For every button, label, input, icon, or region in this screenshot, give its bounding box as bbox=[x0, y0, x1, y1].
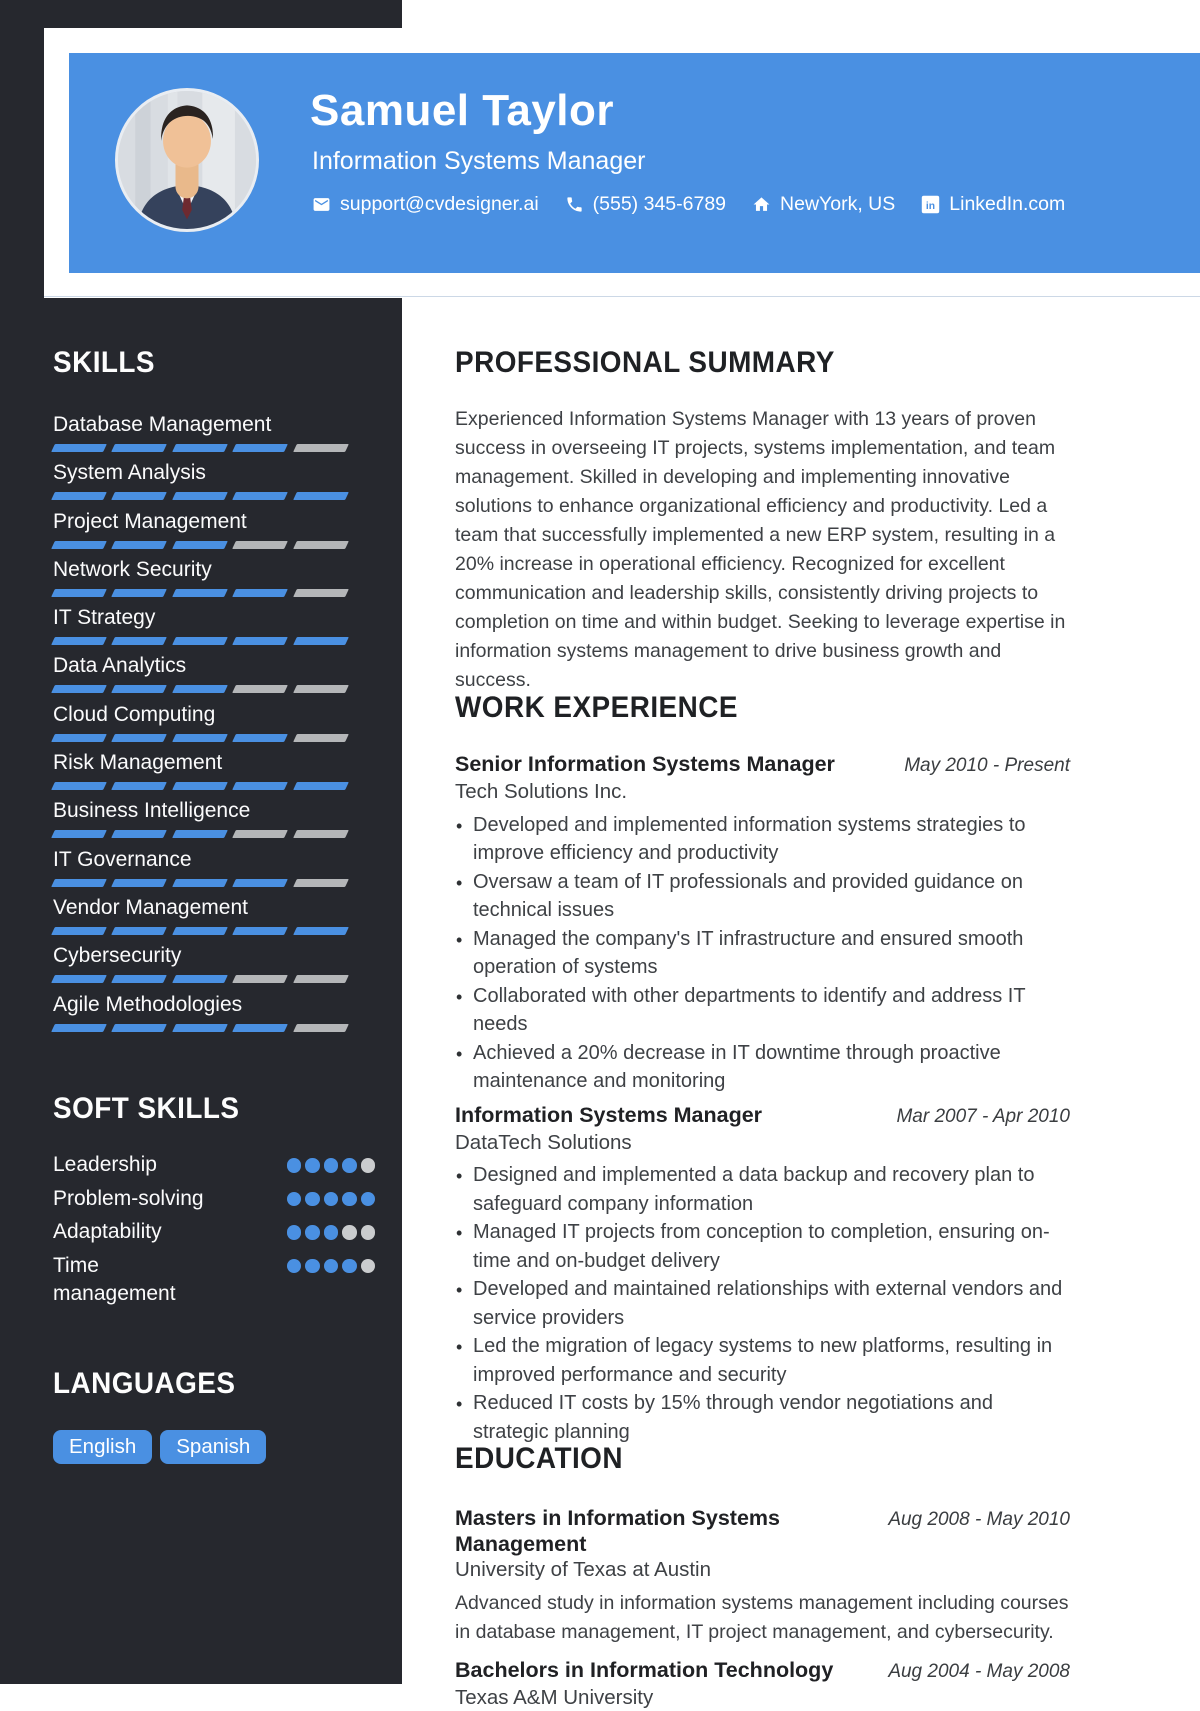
skill-name: Business Intelligence bbox=[53, 799, 251, 823]
skill-bar-segment bbox=[232, 1024, 288, 1032]
skill-level-bar bbox=[53, 541, 347, 549]
job-title: Information Systems Manager bbox=[455, 1102, 763, 1127]
soft-skill-dot bbox=[324, 1225, 339, 1240]
skill-name: Network Security bbox=[53, 557, 212, 581]
job-company: Tech Solutions Inc. bbox=[455, 780, 628, 803]
skill-bar-segment bbox=[293, 444, 349, 452]
soft-skill-dot bbox=[287, 1158, 302, 1173]
skill-name: Risk Management bbox=[53, 751, 223, 775]
work-experience-heading: WORK EXPERIENCE bbox=[455, 691, 738, 724]
soft-skill-dot bbox=[324, 1259, 339, 1274]
person-name: Samuel Taylor bbox=[310, 86, 615, 135]
skill-bar-segment bbox=[112, 637, 168, 645]
summary-heading: PROFESSIONAL SUMMARY bbox=[455, 346, 835, 379]
education-entry bbox=[455, 1505, 1070, 1647]
profile-photo bbox=[115, 88, 259, 232]
job-header-row bbox=[455, 1102, 1070, 1130]
skill-item bbox=[53, 461, 347, 509]
bullet-item: • Reduced IT costs by 15% through vendor negotiations and strategic planning bbox=[455, 1389, 1070, 1446]
job-entry bbox=[455, 1102, 1070, 1447]
skill-level-bar bbox=[53, 685, 347, 693]
skill-level-bar bbox=[53, 734, 347, 742]
skill-bar-segment bbox=[172, 541, 228, 549]
skill-bar-segment bbox=[232, 444, 288, 452]
skill-name: Agile Methodologies bbox=[53, 992, 243, 1016]
person-title: Information Systems Manager bbox=[312, 147, 646, 175]
linkedin-icon bbox=[921, 195, 940, 214]
skill-bar-segment bbox=[112, 541, 168, 549]
soft-skill-level-dots bbox=[287, 1259, 376, 1274]
skill-bar-segment bbox=[293, 927, 349, 935]
soft-skill-dot bbox=[361, 1225, 376, 1240]
skill-bar-segment bbox=[112, 830, 168, 838]
skill-item bbox=[53, 896, 347, 944]
education-school: Texas A&M University bbox=[455, 1686, 654, 1709]
skill-item bbox=[53, 510, 347, 558]
skill-name: Cloud Computing bbox=[53, 702, 216, 726]
contact-item[interactable] bbox=[565, 192, 726, 216]
skill-name: Data Analytics bbox=[53, 654, 187, 678]
education-degree: Masters in Information Systems Management bbox=[455, 1506, 780, 1556]
skill-bar-segment bbox=[293, 975, 349, 983]
soft-skill-level-dots bbox=[287, 1192, 376, 1207]
skill-bar-segment bbox=[293, 734, 349, 742]
resume-page bbox=[44, 28, 1200, 1709]
skill-bar-segment bbox=[232, 975, 288, 983]
skill-bar-segment bbox=[293, 782, 349, 790]
soft-skill-dot bbox=[305, 1259, 320, 1274]
skill-bar-segment bbox=[51, 975, 107, 983]
resume-header bbox=[69, 53, 1200, 273]
bullet-item: • Developed and implemented information systems strategies to improve efficiency and productivity bbox=[455, 811, 1070, 868]
education-dates: Aug 2004 - May 2008 bbox=[888, 1661, 1070, 1682]
skill-name: Cybersecurity bbox=[53, 944, 182, 968]
job-entry bbox=[455, 751, 1070, 1096]
skill-bar-segment bbox=[172, 879, 228, 887]
skill-bar-segment bbox=[51, 685, 107, 693]
soft-skill-level-dots bbox=[287, 1158, 376, 1173]
education-header-row bbox=[455, 1505, 1070, 1557]
skill-item bbox=[53, 944, 347, 992]
skills-list bbox=[53, 413, 347, 1041]
skill-level-bar bbox=[53, 927, 347, 935]
education-entry bbox=[455, 1657, 1070, 1711]
bullet-item: • Led the migration of legacy systems to new platforms, resulting in improved performance and security bbox=[455, 1332, 1070, 1389]
soft-skill-name: Time management bbox=[53, 1253, 176, 1305]
skill-level-bar bbox=[53, 444, 347, 452]
contact-item[interactable] bbox=[312, 192, 539, 216]
soft-skill-name: Problem-solving bbox=[53, 1186, 204, 1210]
skill-bar-segment bbox=[51, 589, 107, 597]
soft-skill-dot bbox=[342, 1158, 357, 1173]
skill-bar-segment bbox=[172, 685, 228, 693]
skill-bar-segment bbox=[112, 685, 168, 693]
contact-text: NewYork, US bbox=[780, 193, 896, 215]
contact-item[interactable] bbox=[921, 192, 1065, 216]
skill-bar-segment bbox=[112, 975, 168, 983]
skill-item bbox=[53, 799, 347, 847]
skill-item bbox=[53, 993, 347, 1041]
soft-skill-item bbox=[53, 1185, 375, 1214]
skill-bar-segment bbox=[232, 685, 288, 693]
skill-level-bar bbox=[53, 879, 347, 887]
bullet-item: • Managed the company's IT infrastructure and ensured smooth operation of systems bbox=[455, 925, 1070, 982]
soft-skill-dot bbox=[287, 1259, 302, 1274]
bullet-item: • Achieved a 20% decrease in IT downtime through proactive maintenance and monitoring bbox=[455, 1039, 1070, 1096]
skill-level-bar bbox=[53, 492, 347, 500]
contact-row bbox=[312, 192, 1065, 216]
soft-skill-dot bbox=[305, 1192, 320, 1207]
skill-level-bar bbox=[53, 637, 347, 645]
bullet-item: • Managed IT projects from conception to completion, ensuring on-time and on-budget delivery bbox=[455, 1218, 1070, 1275]
education-degree: Bachelors in Information Technology bbox=[455, 1658, 834, 1682]
skill-level-bar bbox=[53, 1024, 347, 1032]
skill-bar-segment bbox=[112, 927, 168, 935]
skill-bar-segment bbox=[112, 782, 168, 790]
skill-level-bar bbox=[53, 782, 347, 790]
skill-bar-segment bbox=[51, 830, 107, 838]
skill-bar-segment bbox=[172, 1024, 228, 1032]
skill-bar-segment bbox=[172, 975, 228, 983]
contact-text: support@cvdesigner.ai bbox=[340, 193, 539, 215]
education-header-row bbox=[455, 1657, 1070, 1685]
skill-bar-segment bbox=[51, 879, 107, 887]
skill-bar-segment bbox=[51, 734, 107, 742]
work-experience-list bbox=[455, 751, 1070, 1446]
bullet-item: • Oversaw a team of IT professionals and provided guidance on technical issues bbox=[455, 868, 1070, 925]
skill-bar-segment bbox=[51, 782, 107, 790]
skill-item bbox=[53, 558, 347, 606]
skill-bar-segment bbox=[293, 492, 349, 500]
svg-text:in: in bbox=[926, 200, 936, 212]
languages-list bbox=[53, 1430, 266, 1464]
skill-bar-segment bbox=[172, 637, 228, 645]
skill-bar-segment bbox=[51, 541, 107, 549]
soft-skill-item bbox=[53, 1218, 375, 1247]
skill-bar-segment bbox=[112, 492, 168, 500]
skill-bar-segment bbox=[51, 444, 107, 452]
skill-name: Vendor Management bbox=[53, 895, 248, 919]
soft-skill-dot bbox=[342, 1259, 357, 1274]
header-divider bbox=[44, 296, 1200, 297]
job-dates: May 2010 - Present bbox=[904, 755, 1070, 776]
soft-skill-dot bbox=[361, 1192, 376, 1207]
page-background-left-strip bbox=[0, 0, 44, 1684]
phone-icon bbox=[565, 195, 584, 214]
skill-bar-segment bbox=[172, 734, 228, 742]
skill-bar-segment bbox=[51, 1024, 107, 1032]
soft-skill-name: Adaptability bbox=[53, 1220, 162, 1243]
soft-skill-name: Leadership bbox=[53, 1153, 157, 1176]
soft-skill-item bbox=[53, 1151, 375, 1180]
sidebar bbox=[44, 298, 402, 1684]
skill-name: IT Strategy bbox=[53, 606, 156, 630]
skill-bar-segment bbox=[172, 782, 228, 790]
soft-skill-dot bbox=[361, 1259, 376, 1274]
skill-bar-segment bbox=[293, 541, 349, 549]
job-dates: Mar 2007 - Apr 2010 bbox=[896, 1105, 1070, 1127]
skill-bar-segment bbox=[51, 492, 107, 500]
soft-skill-dot bbox=[324, 1158, 339, 1173]
skill-level-bar bbox=[53, 975, 347, 983]
skill-bar-segment bbox=[51, 637, 107, 645]
job-title: Senior Information Systems Manager bbox=[455, 752, 835, 776]
education-dates: Aug 2008 - May 2010 bbox=[888, 1509, 1070, 1530]
soft-skill-dot bbox=[305, 1225, 320, 1240]
skill-bar-segment bbox=[293, 637, 349, 645]
profile-photo-image bbox=[118, 91, 256, 229]
skill-bar-segment bbox=[232, 879, 288, 887]
skill-bar-segment bbox=[293, 879, 349, 887]
skill-bar-segment bbox=[172, 444, 228, 452]
skill-bar-segment bbox=[232, 541, 288, 549]
education-description: Advanced study in information systems management including courses in database management, IT project management, and cybersecurity. bbox=[455, 1592, 1069, 1643]
job-header-row bbox=[455, 751, 1070, 779]
skill-bar-segment bbox=[112, 734, 168, 742]
language-pill: Spanish bbox=[160, 1430, 266, 1464]
skill-bar-segment bbox=[232, 734, 288, 742]
skill-item bbox=[53, 751, 347, 799]
skill-name: Project Management bbox=[53, 509, 247, 533]
home-icon bbox=[752, 195, 771, 214]
skill-bar-segment bbox=[293, 830, 349, 838]
soft-skill-dot bbox=[287, 1192, 302, 1207]
skill-item bbox=[53, 848, 347, 896]
soft-skill-dot bbox=[342, 1225, 357, 1240]
job-bullet-list bbox=[455, 811, 1070, 1096]
soft-skill-dot bbox=[361, 1158, 376, 1173]
contact-item[interactable] bbox=[752, 192, 895, 216]
skills-heading: SKILLS bbox=[53, 346, 155, 379]
skill-bar-segment bbox=[232, 589, 288, 597]
email-icon bbox=[312, 195, 331, 214]
skill-item bbox=[53, 654, 347, 702]
soft-skill-item bbox=[53, 1252, 375, 1309]
skill-bar-segment bbox=[172, 589, 228, 597]
skill-name: Database Management bbox=[53, 413, 272, 436]
skill-bar-segment bbox=[51, 927, 107, 935]
soft-skill-level-dots bbox=[287, 1225, 376, 1240]
soft-skill-dot bbox=[324, 1192, 339, 1207]
skill-bar-segment bbox=[293, 685, 349, 693]
skill-bar-segment bbox=[172, 830, 228, 838]
skill-name: System Analysis bbox=[53, 461, 206, 485]
education-heading: EDUCATION bbox=[455, 1442, 623, 1475]
skill-bar-segment bbox=[232, 830, 288, 838]
skill-bar-segment bbox=[172, 927, 228, 935]
language-pill: English bbox=[53, 1430, 152, 1464]
skill-bar-segment bbox=[112, 589, 168, 597]
languages-heading: LANGUAGES bbox=[53, 1367, 236, 1400]
contact-text: LinkedIn.com bbox=[949, 193, 1066, 215]
skill-item bbox=[53, 703, 347, 751]
soft-skills-heading: SOFT SKILLS bbox=[53, 1092, 240, 1125]
skill-bar-segment bbox=[232, 927, 288, 935]
skill-name: IT Governance bbox=[53, 847, 192, 871]
soft-skill-dot bbox=[305, 1158, 320, 1173]
skill-bar-segment bbox=[112, 1024, 168, 1032]
education-list bbox=[455, 1505, 1070, 1711]
soft-skill-dot bbox=[287, 1225, 302, 1240]
skill-bar-segment bbox=[232, 492, 288, 500]
skill-bar-segment bbox=[172, 492, 228, 500]
skill-level-bar bbox=[53, 589, 347, 597]
education-school: University of Texas at Austin bbox=[455, 1558, 711, 1581]
soft-skills-list bbox=[53, 1151, 375, 1314]
skill-bar-segment bbox=[232, 637, 288, 645]
skill-bar-segment bbox=[112, 879, 168, 887]
skill-bar-segment bbox=[293, 589, 349, 597]
soft-skill-dot bbox=[342, 1192, 357, 1207]
skill-bar-segment bbox=[293, 1024, 349, 1032]
job-bullet-list bbox=[455, 1161, 1070, 1446]
skill-bar-segment bbox=[112, 444, 168, 452]
summary-text: Experienced Information Systems Manager with 13 years of proven success in overseeing IT projects, systems implementation, and team management. Skilled in developing and implementing innovative solutions to enhance organizational efficiency and productivity. Led a team that successfully implemented a new ERP system, resulting in a 20% increase in operational efficiency. Recognized for excellent communication and leadership skills, consistently driving projects to completion on time and within budget. Seeking to leverage expertise in information systems management to drive business growth and success. bbox=[455, 408, 1066, 691]
skill-item bbox=[53, 413, 347, 461]
bullet-item: • Designed and implemented a data backup and recovery plan to safeguard company information bbox=[455, 1161, 1070, 1218]
skill-level-bar bbox=[53, 830, 347, 838]
contact-text: (555) 345-6789 bbox=[592, 193, 727, 215]
job-company: DataTech Solutions bbox=[455, 1130, 632, 1154]
bullet-item: • Developed and maintained relationships with external vendors and service providers bbox=[455, 1275, 1070, 1332]
skill-bar-segment bbox=[232, 782, 288, 790]
page-background-top-strip bbox=[0, 0, 402, 28]
skill-item bbox=[53, 606, 347, 654]
bullet-item: • Collaborated with other departments to identify and address IT needs bbox=[455, 982, 1070, 1039]
